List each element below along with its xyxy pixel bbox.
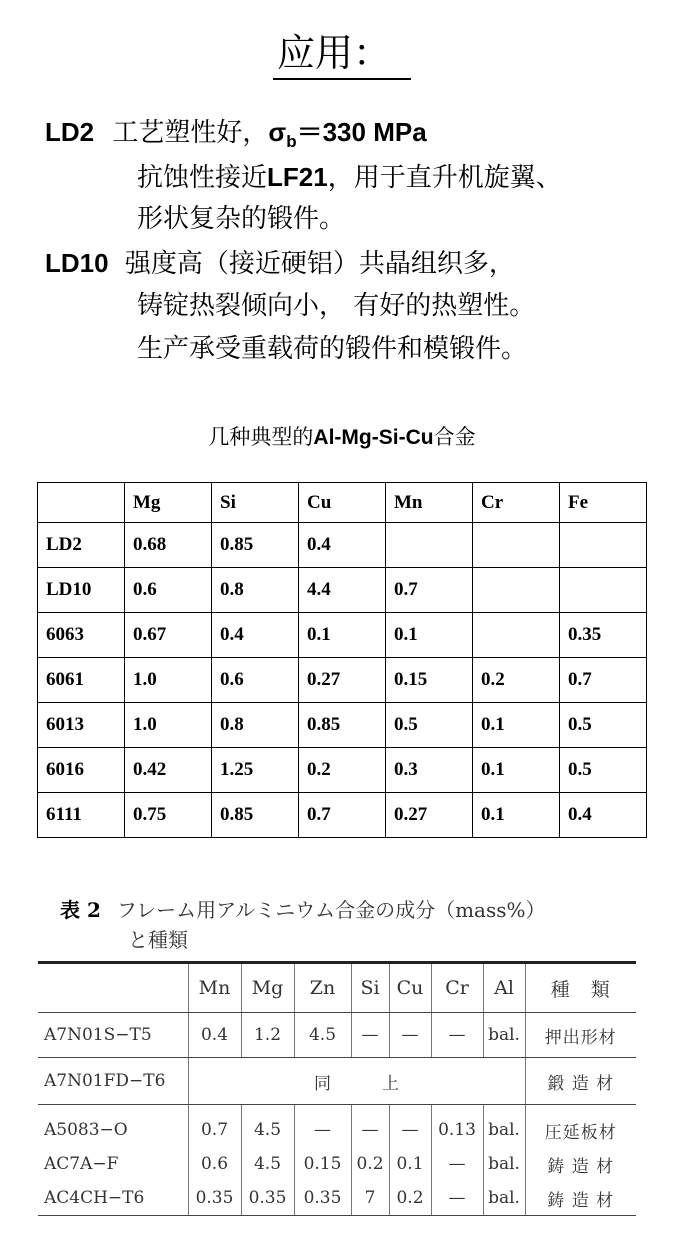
table-row: AC7A−F 0.6 4.5 0.15 0.2 0.1 — bal. 鋳 造 材 xyxy=(38,1147,636,1181)
alloy-code-ld10: LD10 xyxy=(45,248,109,278)
table-row: A5083−O 0.7 4.5 — — — 0.13 bal. 圧延板材 xyxy=(38,1105,636,1148)
alloy-composition-table xyxy=(37,482,647,838)
table-row: A7N01FD−T6 同 上 鍛 造 材 xyxy=(38,1058,636,1105)
table-row: 6013 1.0 0.8 0.85 0.5 0.1 0.5 xyxy=(38,703,647,748)
table-row: A7N01S−T5 0.4 1.2 4.5 — — — bal. 押出形材 xyxy=(38,1013,636,1058)
app-line-ld10: LD10 强度高（接近硬铝）共晶组织多， xyxy=(45,248,515,279)
sigma-symbol: σ xyxy=(268,117,287,147)
page-title: 应用： xyxy=(0,28,684,80)
table2-caption-line2: と種類 xyxy=(128,928,188,952)
alloy-code-ld2: LD2 xyxy=(45,117,95,147)
app-line-text: 生产承受重载荷的锻件和模锻件。 xyxy=(137,334,528,364)
table-header-row: Mg Si Cu Mn Cr Fe xyxy=(38,483,647,523)
table-row: LD10 0.6 0.8 4.4 0.7 xyxy=(38,568,647,613)
same-as-above-cell: 同 上 xyxy=(188,1058,525,1105)
table-row: LD2 0.68 0.85 0.4 xyxy=(38,523,647,568)
table-row: 6063 0.67 0.4 0.1 0.1 0.35 xyxy=(38,613,647,658)
table-row: 6061 1.0 0.6 0.27 0.15 0.2 0.7 xyxy=(38,658,647,703)
table-row: 6111 0.75 0.85 0.7 0.27 0.1 0.4 xyxy=(38,793,647,838)
table-row: 6016 0.42 1.25 0.2 0.3 0.1 0.5 xyxy=(38,748,647,793)
table2-caption: 表 2 フレーム用アルミニウム合金の成分（mass%） xyxy=(60,898,546,922)
frame-alloy-table xyxy=(38,961,636,1216)
app-line-ld2: LD2 工艺塑性好，$\sigma_b=330$ MPa xyxy=(45,117,427,151)
app-line-text: 形状复杂的锻件。 xyxy=(137,204,346,234)
app-line-text: 铸锭热裂倾向小， 有好的热塑性。 xyxy=(137,291,536,321)
table-row: AC4CH−T6 0.35 0.35 0.35 7 0.2 — bal. 鋳 造 材 xyxy=(38,1181,636,1215)
table1-title: 几种典型的Al-Mg-Si-Cu合金 xyxy=(208,425,476,449)
table2-tag: 表 2 xyxy=(60,898,101,922)
app-line-text: 抗蚀性接近LF21，用于直升机旋翼、 xyxy=(137,162,562,193)
table-header-row: Mn Mg Zn Si Cu Cr Al 種 類 xyxy=(38,964,636,1013)
